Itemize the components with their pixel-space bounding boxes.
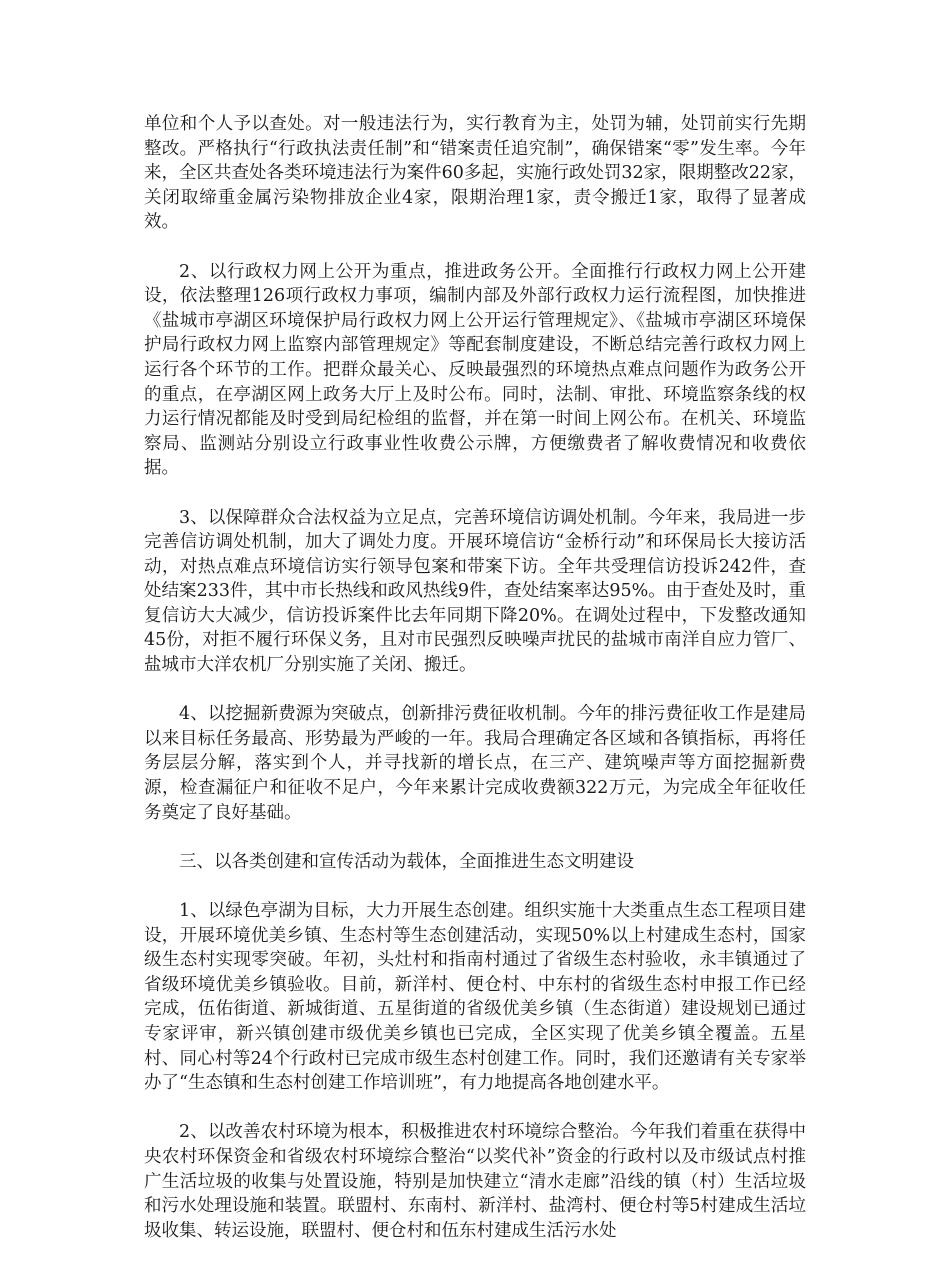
paragraph-item-2: 2、以行政权力网上公开为重点，推进政务公开。全面推行行政权力网上公开建设，依法整理126项行政权力事项，编制内部及外部行政权力运行流程图，加快推进《盐城市亭湖区环境保护局行政权力网上公开运行管理规定》、《盐城市亭湖区环境保护局行政权力网上监察内部管理规定》等配套制度建设，不断总结完善行政权力网上运行各个环节的工作。把群众最关心、反映最强烈的环境热点难点问题作为政务公开的重点，在亭湖区网上政务大厅上及时公布。同时，法制、审批、环境监察条线的权力运行情况都能及时受到局纪检组的监督，并在第一时间上网公布。在机关、环境监察局、监测站分别设立行政事业性收费公示牌，方便缴费者了解收费情况和收费依据。 xyxy=(144,261,806,479)
paragraph-section3-item-1: 1、以绿色亭湖为目标，大力开展生态创建。组织实施十大类重点生态工程项目建设，开展环境优美乡镇、生态村等生态创建活动，实现50%以上村建成生态村，国家级生态村实现零突破。年初，头灶村和指南村通过了省级生态村验收，永丰镇通过了省级环境优美乡镇验收。目前，新洋村、便仓村、中东村的省级生态村申报工作已经完成，伍佑街道、新城街道、五星街道的省级优美乡镇（生态街道）建设规划已通过专家评审，新兴镇创建市级优美乡镇也已完成，全区实现了优美乡镇全覆盖。五星村、同心村等24个行政村已完成市级生态村创建工作。同时，我们还邀请有关专家举办了“生态镇和生态村创建工作培训班”，有力地提高各地创建水平。 xyxy=(144,901,806,1094)
paragraph-item-4: 4、以挖掘新费源为突破点，创新排污费征收机制。今年的排污费征收工作是建局以来目标任务最高、形势最为严峻的一年。我局合理确定各区域和各镇指标，再将任务层层分解，落实到个人，并寻找新的增长点，在三产、建筑噪声等方面挖掘新费源，检查漏征户和征收不足户，今年来累计完成收费额322万元，为完成全年征收任务奠定了良好基础。 xyxy=(144,704,806,823)
section-heading-3: 三、以各类创建和宣传活动为载体，全面推进生态文明建设 xyxy=(179,851,634,872)
paragraph-continuation: 单位和个人予以查处。对一般违法行为，实行教育为主，处罚为辅，处罚前实行先期整改。严格执行“行政执法责任制”和“错案责任追究制”，确保错案“零”发生率。今年来，全区共查处各类环境违法行为案件60多起，实施行政处罚32家，限期整改22家，关闭取缔重金属污染物排放企业4家，限期治理1家，责令搬迁1家，取得了显著成效。 xyxy=(144,114,806,233)
document-page xyxy=(144,112,806,1268)
paragraph-section3-item-2: 2、以改善农村环境为根本，积极推进农村环境综合整治。今年我们着重在获得中央农村环保资金和省级农村环境综合整治“以奖代补”资金的行政村以及市级试点村推广生活垃圾的收集与处置设施，特别是加快建立“清水走廊”沿线的镇（村）生活垃圾和污水处理设施和装置。联盟村、东南村、新洋村、盐湾村、便仓村等5村建成生活垃圾收集、转运设施，联盟村、便仓村和伍东村建成生活污水处 xyxy=(144,1122,806,1241)
paragraph-item-3: 3、以保障群众合法权益为立足点，完善环境信访调处机制。今年来，我局进一步完善信访调处机制，加大了调处力度。开展环境信访“金桥行动”和环保局长大接访活动，对热点难点环境信访实行领导包案和带案下访。全年共受理信访投诉242件，查处结案233件，其中市长热线和政风热线9件，查处结案率达95%。由于查处及时，重复信访大大减少，信访投诉案件比去年同期下降20%。在调处过程中，下发整改通知45份，对拒不履行环保义务，且对市民强烈反映噪声扰民的盐城市南洋自应力管厂、盐城市大洋农机厂分别实施了关闭、搬迁。 xyxy=(144,507,806,676)
